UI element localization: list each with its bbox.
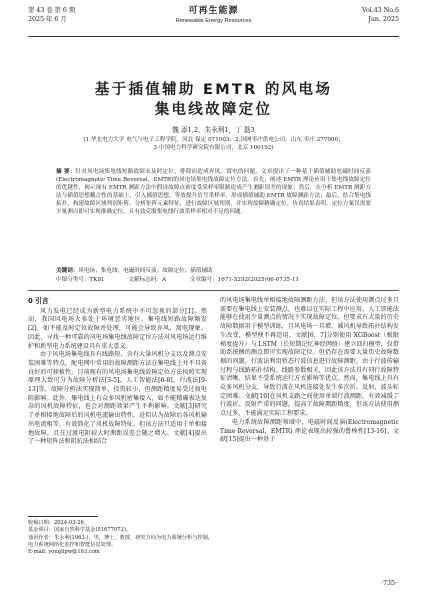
author-list: 魏 添1,2，朱永利1，丁 磊3: [172, 126, 255, 134]
document-code: 文献标志码：A: [128, 277, 166, 283]
journal-name-cn: 可再生能源: [188, 6, 239, 16]
running-header: [28, 6, 399, 36]
title-line-1: 基于插值辅助 EMTR 的风电场: [94, 82, 333, 98]
affiliations: [0, 136, 427, 152]
volume-issue: 第 43 卷 第 6 期: [28, 7, 76, 14]
body-paragraph: 的风电场集电线单相接地故障测距方法，但该方法使用测点过多且需要在集电线上安装测点，也难以在实际工程中应用。人工智能法能够在使用少量测点的情况下实现故障定位。但要求有大量的历史故障数据用于模型训练，且风电场一旦增、减风机导致拓扑结构发生改变，模型便不再适用。文献[6，7]分别使用 XGBoost（极限梯度提升）与 LSTM（长短期记忆神经网络）建立回归模型，仅借助系统侧的测点即可实现故障定位。但仍存在需要大量历史故障数据的问题。行波法利用暂态行波信息进行故障测距，由于行波传输过程与线路拓扑结构、线路参数相关，因此该方法具有同行故障特征清晰、结果不受系统运行方式影响等优点。然而，集电线上具有众多风机分支，导致行波在风机连接处发生多次折、反射，波头标定困难。文献[10]在风机支路之间使用单端行波测距，有效减缓了行波折、反射严重的问题，提高了故障测距精度，但该方法使用测点过多，不能满足实际工程要求。: [220, 297, 399, 418]
journal-name: [28, 6, 399, 25]
body-column-left: [28, 297, 207, 447]
clc-number: 中图分类号：TK81: [56, 277, 105, 283]
keywords-text: 风电场；集电线；电磁时间反演；故障定位；插值辅助: [78, 268, 213, 274]
classification-row: [56, 276, 371, 284]
header-rule: [28, 36, 399, 37]
keywords-label: 关键词：: [56, 268, 79, 274]
abstract: [56, 168, 371, 217]
issue-date: 2025 年 6 月: [28, 16, 67, 23]
received-date: 收稿日期：2024-03-26。: [28, 520, 90, 526]
issue-date-en: Jun. 2025: [368, 16, 399, 23]
section-divider: [28, 290, 399, 291]
footnote-rule: [28, 516, 98, 517]
body-paragraph: 风力发电已经成为新型电力系统中不可忽视的部分[1]。然而，我国风电场大多处于环境恶劣地区，集电线短路故障频发[2]，如不能及时定位故障并处理，可能会导致弃风、窝电现象。因此，寻找一种可靠的风电场集电线故障定位方法对风电场运行维护和新型电力系统建设具有重大意义。: [28, 307, 207, 350]
funding-info: 基金项目：国家自然科学基金(51677072)。: [28, 527, 132, 534]
paper-title: [0, 80, 427, 120]
issue-info-en: [362, 6, 399, 24]
journal-name-en: Renewable Energy Resources: [175, 18, 252, 24]
section-heading-introduction: 0 引言: [28, 297, 49, 305]
affiliation-line-2: 3.中国电力科学研究院有限公司，北京 100192): [153, 145, 274, 152]
body-column-right: [220, 297, 399, 445]
author-bio: 通讯作者：朱永利(1963-)，男，博士，教授，研究方向为电力系统分析与控制，电力系统网络化监控和智能信息处理。: [28, 534, 214, 548]
body-paragraph: 由于风电场集电线具有线路短、含有大量风机分支以及测点安装困难等特点，配电网中常用的故障测距方法在集电线上并不具备良好的可移植性。目前现有的风电场集电线故障定位方法按照实现原理大致可分为故障分析法[3-5]、人工智能法[6-8]、行波法[9-13]等。故障分析法实现简单、投资较小，但测距精度易受过渡电阻影响。此外，集电线上有众多风机密集接入，如不能精确表达复杂的风机故障特征，也会对测距效果产生不利影响。文献[3]研究了单相接地故障后的风机电流输出特性，近似认为故障后各风机输出电流相等，有效简化了风机故障特征。但该方法只适用于单相接地故障，且在过渡电阻较大时测距误差会随之增大。文献[4]提出了一种矩阵法和阻抗法相结合: [28, 351, 207, 446]
footnote: [28, 520, 213, 556]
contact-email: E-mail: yonglipw@163.com: [28, 549, 100, 556]
page-number: ·735·: [380, 580, 397, 587]
abstract-text: 针对风电场集电线短路故障未及时定位，排除而造成弃风、窝电的问题，文章提出了一种基于插值辅助电磁时间反演(Electromagnetic Time Reversal，EMTR)的风电场集电线故障定位方法。首先，阐述 EMTR 理论应用于集电线故障定位的优越性，揭示现有 EMTR 测距方法中假设故障点密度受采样率限制造成产生测距误差的现象；然后，在分析 EMTR 测距方法与插值思想耦合性的基础上，引入插值思想，等效提升信号采样率，形成插值辅助 EMTR 故障测距方法；最后，结合集电线拓扑，构建故障区域判别矩阵，分析矩阵元素特征，进行故障区域判别，并实现故障精确定位。仿真结果表明，定位方案仅需要少量测点即可实现准确定位，且有效克服集电线行波采样率相对不足的问题。: [56, 169, 371, 216]
affiliation-line-1: (1.华北电力大学 电气与电子工程学院，河北 保定 071003；2.国网枣庄供电公司，山东 枣庄 277000；: [83, 137, 344, 143]
abstract-label: 摘 要：: [56, 169, 76, 175]
article-number: 文章编号：1671-5292(2025)06-0735-11: [189, 277, 299, 283]
title-line-2: 集电线故障定位: [154, 102, 273, 118]
keywords: [56, 267, 371, 275]
body-paragraph: 电力系统故障测距领域中，电磁时间反演(Electromagnetic Time Reversal，EMTR) 理论表现出较强的鲁棒性[13-16]。文献[15]提出一种基于: [220, 418, 399, 444]
volume-issue-en: Vol.43 No.6: [362, 7, 399, 14]
